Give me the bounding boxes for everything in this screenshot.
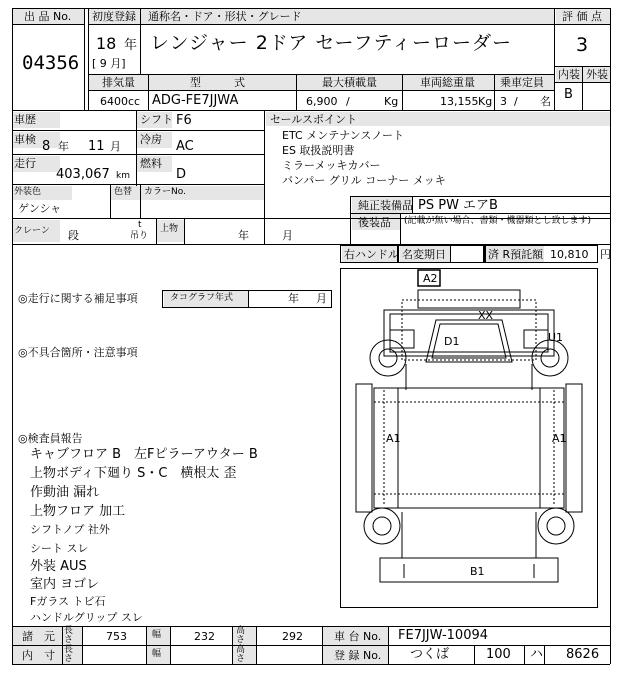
inspector-item: 上物ボディ下廻り S・C 横根太 歪 <box>30 466 237 481</box>
first-reg-year: 18 <box>96 34 117 53</box>
inspector-item: キャブフロア B 左Fピラーアウター B <box>30 447 258 462</box>
gross-weight-label: 車両総重量 <box>420 76 475 89</box>
defects-label: ◎不具合箇所・注意事項 <box>18 346 138 359</box>
damage-mark-a1-left: A1 <box>386 432 401 445</box>
inspection-year: 8 <box>42 139 51 154</box>
length-value: 753 <box>106 630 127 643</box>
inspection-month-unit: 月 <box>110 140 121 153</box>
max-load-label: 最大積載量 <box>322 76 377 89</box>
bed-label: 上物 <box>160 224 179 234</box>
shift-label: シフト <box>140 113 173 126</box>
damage-mark-a2: A2 <box>423 272 438 285</box>
tacho-year-unit: 年 <box>288 292 299 305</box>
fuel-value: D <box>176 167 187 182</box>
mileage-unit: km <box>116 171 130 181</box>
sales-points-label: セールスポイント <box>270 113 358 126</box>
tax-label: 済 R預託額 <box>488 248 544 261</box>
capacity-value: 3 <box>500 95 507 108</box>
score-label: 評 価 点 <box>562 10 602 23</box>
damage-mark-a1-right: A1 <box>552 432 567 445</box>
bed-year-unit: 年 <box>238 229 249 242</box>
tacho-month-unit: 月 <box>316 292 327 305</box>
plate-number: 8626 <box>566 647 600 662</box>
inspector-item: 作動油 漏れ <box>30 485 100 500</box>
inspection-label: 車検 <box>14 133 36 146</box>
color-no-label: 色替 <box>114 187 133 197</box>
crane-hang-unit: 吊り <box>130 231 149 241</box>
driving-notes-label: ◎走行に関する補足事項 <box>18 292 138 305</box>
capacity-label: 乗車定員 <box>500 76 544 89</box>
displacement-value: 6400 <box>100 95 128 108</box>
mileage-value: 403,067 <box>56 167 110 182</box>
equipment-label: 純正装備品 <box>358 199 413 212</box>
crane-ton-unit: t <box>138 220 142 230</box>
inner-width-label: 幅 <box>152 649 162 659</box>
plate-class: 100 <box>486 647 511 662</box>
interior-label: 内装 <box>558 68 580 81</box>
max-load-value: 6,900 <box>306 95 338 108</box>
aircon-value: AC <box>176 139 194 154</box>
dimensions-label: 諸 元 <box>22 630 55 643</box>
car-name: レンジャー 2ドア セーフティーローダー <box>150 32 513 54</box>
capacity-sep: / <box>514 95 518 108</box>
inner-dimensions-label: 内 寸 <box>22 649 55 662</box>
sales-point-item: ETC メンテナンスノート <box>282 129 404 142</box>
chassis-number: FE7JJW-10094 <box>398 628 489 643</box>
shift-value: F6 <box>176 113 192 128</box>
rhd-label: 右ハンドル <box>344 248 399 261</box>
lot-label: 出 品 No. <box>24 10 72 23</box>
inspector-item: 上物フロア 加工 <box>30 504 126 519</box>
gross-weight-value: 13,155 <box>440 95 479 108</box>
max-load-unit: Kg <box>384 95 399 108</box>
chassis-label: 車 台 No. <box>334 630 382 643</box>
inspector-item: 外装 AUS <box>30 559 87 574</box>
aftermarket-note: (記載が無い場合、書類・機器類とし致します) <box>404 216 592 226</box>
history-label: 車歴 <box>14 113 36 126</box>
inspection-year-unit: 年 <box>58 140 69 153</box>
height-label: 高さ <box>236 626 246 645</box>
color-no-label-2: カラーNo. <box>144 187 186 197</box>
sales-point-item: バンパー グリル コーナー メッキ <box>282 174 446 187</box>
first-reg-month: [ 9 月] <box>92 57 126 70</box>
inspector-item: シフトノブ 社外 <box>30 523 110 536</box>
score: 3 <box>576 34 589 56</box>
capacity-unit: 名 <box>540 95 551 108</box>
displacement-label: 排気量 <box>102 76 135 89</box>
length-label: 長さ <box>64 626 74 645</box>
inspector-item: シート スレ <box>30 542 89 555</box>
aftermarket-label: 後装品 <box>358 216 391 229</box>
deposit-value: 10,810 <box>550 248 589 261</box>
model-value: ADG-FE7JJWA <box>152 93 239 108</box>
lot-number: 04356 <box>22 52 80 74</box>
inspector-item: Fガラス トビ石 <box>30 595 106 608</box>
sales-point-item: ES 取扱説明書 <box>282 144 355 157</box>
plate-label: 登 録 No. <box>334 649 382 662</box>
damage-mark-xx: XX <box>478 309 494 322</box>
inner-height-label: 高さ <box>236 645 246 664</box>
exterior-label: 外装 <box>586 68 608 81</box>
sales-point-item: ミラーメッキカバー <box>282 159 381 172</box>
inspection-month: 11 <box>88 139 105 154</box>
deposit-unit: 円 <box>600 248 611 261</box>
aircon-label: 冷房 <box>140 133 162 146</box>
exterior-color-label: 外装色 <box>14 187 42 197</box>
tacho-label: タコグラフ年式 <box>170 293 234 303</box>
bed-month-unit: 月 <box>282 229 293 242</box>
plate-area: つくば <box>410 647 450 662</box>
gross-weight-unit: Kg <box>478 95 493 108</box>
max-load-sep: / <box>346 95 350 108</box>
inner-length-label: 長さ <box>64 645 74 664</box>
interior-grade: B <box>564 87 573 102</box>
damage-mark-d1: D1 <box>444 335 460 348</box>
name-change-label: 名変期日 <box>402 248 446 261</box>
damage-mark-b1: B1 <box>470 565 485 578</box>
crane-label: クレーン <box>14 226 50 236</box>
crane-stage-unit: 段 <box>68 229 79 242</box>
width-value: 232 <box>194 630 215 643</box>
first-reg-label: 初度登録 <box>92 10 136 23</box>
inspector-label: ◎検査員報告 <box>18 432 83 445</box>
equipment-value: PS PW エアB <box>418 198 498 213</box>
fuel-label: 燃料 <box>140 157 162 170</box>
model-label: 型 式 <box>190 76 245 89</box>
height-value: 292 <box>282 630 303 643</box>
inspector-item: 室内 ヨゴレ <box>30 577 100 592</box>
plate-kana: ハ <box>530 647 544 662</box>
width-label: 幅 <box>152 630 162 640</box>
damage-mark-u1: U1 <box>548 331 564 344</box>
displacement-unit: cc <box>128 95 141 108</box>
mileage-label: 走行 <box>14 157 36 170</box>
year-unit: 年 <box>124 38 138 53</box>
inspector-item: ハンドルグリップ スレ <box>30 611 143 624</box>
car-name-label: 通称名・ドア・形状・グレード <box>148 10 302 23</box>
exterior-color-value: ゲンシャ <box>18 202 62 215</box>
